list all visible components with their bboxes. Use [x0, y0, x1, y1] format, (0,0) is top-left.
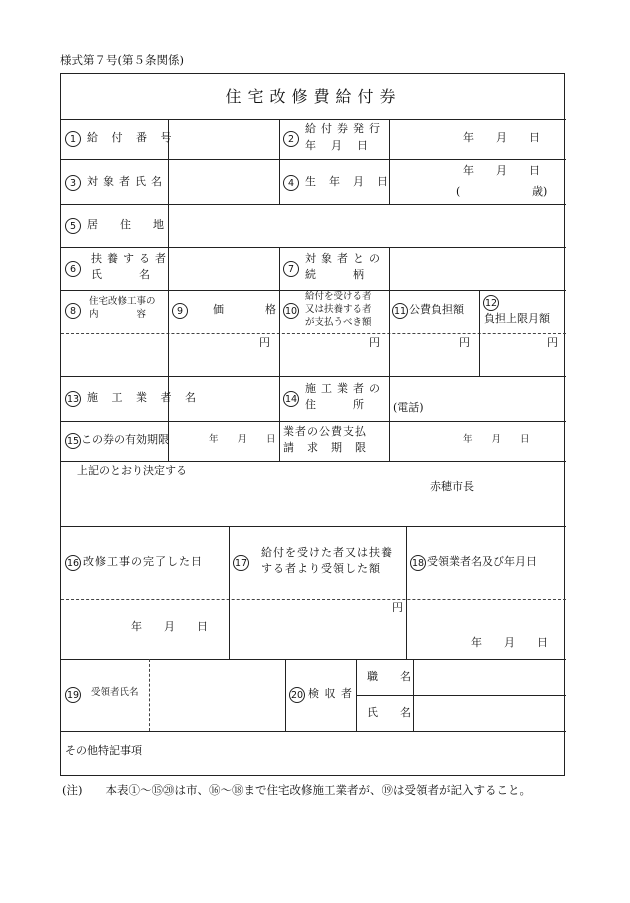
received-amount-field[interactable] [230, 600, 405, 658]
birth-date-value: 年 月 日 [463, 164, 540, 177]
item-number-18: 18 [410, 555, 426, 571]
label-residence: 居 住 地 [87, 218, 164, 231]
divider [279, 119, 280, 204]
item-number-13: 13 [65, 391, 81, 407]
label-supporter-2: 氏 名 [91, 268, 151, 281]
inspector-title-field[interactable] [414, 660, 565, 694]
item-number-16: 16 [65, 555, 81, 571]
relationship-field[interactable] [390, 248, 565, 289]
contractor-address-field[interactable] [390, 377, 565, 399]
label-supporter-1: 扶養する者 [91, 252, 171, 265]
age-open: ( [456, 185, 461, 198]
validity-date-value: 年 月 日 [209, 434, 276, 445]
form-title: 住宅改修費給付券 [225, 87, 402, 106]
label-contractor-name: 施 工 業 者 名 [87, 391, 201, 404]
item-number-14: 14 [283, 391, 299, 407]
label-contractor-address-1: 施工業者の [305, 382, 385, 395]
divider [61, 421, 566, 422]
label-contractor-address-2: 住 所 [305, 398, 365, 411]
section-divider [61, 526, 566, 527]
completion-date-field[interactable] [62, 600, 228, 658]
item-number-9: 9 [172, 303, 188, 319]
form-id: 様式第７号(第５条関係) [60, 53, 184, 67]
item-number-7: 7 [283, 261, 299, 277]
label-inspector-name: 氏 名 [367, 706, 411, 719]
contractor-name-field[interactable] [169, 377, 278, 420]
price-field[interactable] [169, 334, 278, 375]
label-birth-date: 生 年 月 日 [305, 175, 389, 188]
label-work-content-2: 内 容 [89, 309, 147, 320]
payment-deadline-value: 年 月 日 [463, 434, 530, 445]
label-completion-date: 改修工事の完了した日 [83, 555, 203, 568]
remarks-field[interactable] [151, 733, 564, 775]
label-receiver-contractor: 受領業者名及び年月日 [427, 555, 537, 568]
decision-text: 上記のとおり決定する [77, 464, 187, 477]
item-number-11: 11 [392, 303, 408, 319]
completion-date-value: 年 月 日 [131, 620, 208, 633]
label-inspector: 検 収 者 [308, 687, 353, 700]
label-received-amount-2: する者より受領した額 [261, 562, 381, 575]
receiver-date-value: 年 月 日 [471, 636, 548, 649]
label-recipient-name: 受領者氏名 [91, 687, 139, 698]
subject-name-field[interactable] [169, 160, 278, 203]
unit-yen: 円 [259, 336, 270, 349]
item-number-5: 5 [65, 218, 81, 234]
label-payment-deadline-2: 請 求 期 限 [283, 441, 367, 454]
label-validity: この券の有効期限 [81, 433, 169, 446]
receiver-contractor-field[interactable] [407, 600, 565, 658]
divider [356, 659, 357, 731]
phone-label: (電話) [393, 401, 424, 414]
label-payment-deadline-1: 業者の公費支払 [283, 425, 367, 438]
item-number-20: 20 [289, 687, 305, 703]
item-number-15: 15 [65, 433, 81, 449]
item-number-1: 1 [65, 131, 81, 147]
issue-date-field[interactable] [390, 120, 565, 158]
inspector-name-field[interactable] [414, 696, 565, 730]
public-burden-field[interactable] [390, 334, 478, 375]
label-received-amount-1: 給付を受けた者又は扶養 [261, 546, 393, 559]
label-issue-date-1: 給付券発行 [305, 122, 385, 135]
dashed-divider [149, 659, 150, 731]
unit-yen: 円 [392, 601, 403, 614]
label-public-burden: 公費負担額 [409, 303, 464, 316]
item-number-6: 6 [65, 261, 81, 277]
label-issue-date-2: 年 月 日 [305, 139, 370, 152]
birth-date-field[interactable] [390, 160, 565, 203]
label-job-title: 職 名 [367, 670, 411, 683]
label-price: 価 格 [213, 303, 278, 316]
work-content-field[interactable] [62, 334, 167, 375]
divider [279, 376, 280, 461]
mayor-title: 赤穂市長 [430, 480, 474, 493]
label-work-content-1: 住宅改修工事の [89, 296, 156, 307]
label-remarks: その他特記事項 [65, 744, 142, 757]
item-number-8: 8 [65, 303, 81, 319]
unit-yen: 円 [547, 336, 558, 349]
item-number-19: 19 [65, 687, 81, 703]
label-voucher-number: 給 付 番 号 [87, 131, 177, 144]
item-number-10: 10 [283, 303, 299, 319]
payable-amount-field[interactable] [280, 334, 388, 375]
item-number-2: 2 [283, 131, 299, 147]
label-payable-2: 又は扶養する者 [305, 304, 372, 315]
item-number-12: 12 [483, 295, 499, 311]
divider [61, 461, 566, 462]
label-payable-3: が支払うべき額 [305, 317, 372, 328]
footnote: (注) 本表①～⑮⑳は市、⑯～⑱まで住宅改修施工業者が、⑲は受領者が記入すること。 [62, 783, 531, 797]
item-number-17: 17 [233, 555, 249, 571]
recipient-name-field[interactable] [151, 660, 284, 730]
residence-field[interactable] [169, 205, 565, 246]
voucher-number-field[interactable] [169, 120, 278, 158]
label-burden-limit: 負担上限月額 [484, 312, 550, 325]
divider [61, 731, 566, 732]
item-number-4: 4 [283, 175, 299, 191]
item-number-3: 3 [65, 175, 81, 191]
issue-date-value: 年 月 日 [463, 131, 540, 144]
divider [285, 659, 286, 731]
label-relationship-2: 続 柄 [305, 268, 365, 281]
age-unit: 歳) [532, 185, 548, 198]
supporter-name-field[interactable] [169, 248, 278, 289]
label-subject-name: 対象者氏名 [87, 175, 167, 188]
label-payable-1: 給付を受ける者 [305, 291, 372, 302]
unit-yen: 円 [459, 336, 470, 349]
unit-yen: 円 [369, 336, 380, 349]
voucher-form [60, 73, 565, 776]
burden-limit-field[interactable] [480, 334, 565, 375]
label-relationship-1: 対象者との [305, 252, 385, 265]
divider [279, 247, 280, 290]
